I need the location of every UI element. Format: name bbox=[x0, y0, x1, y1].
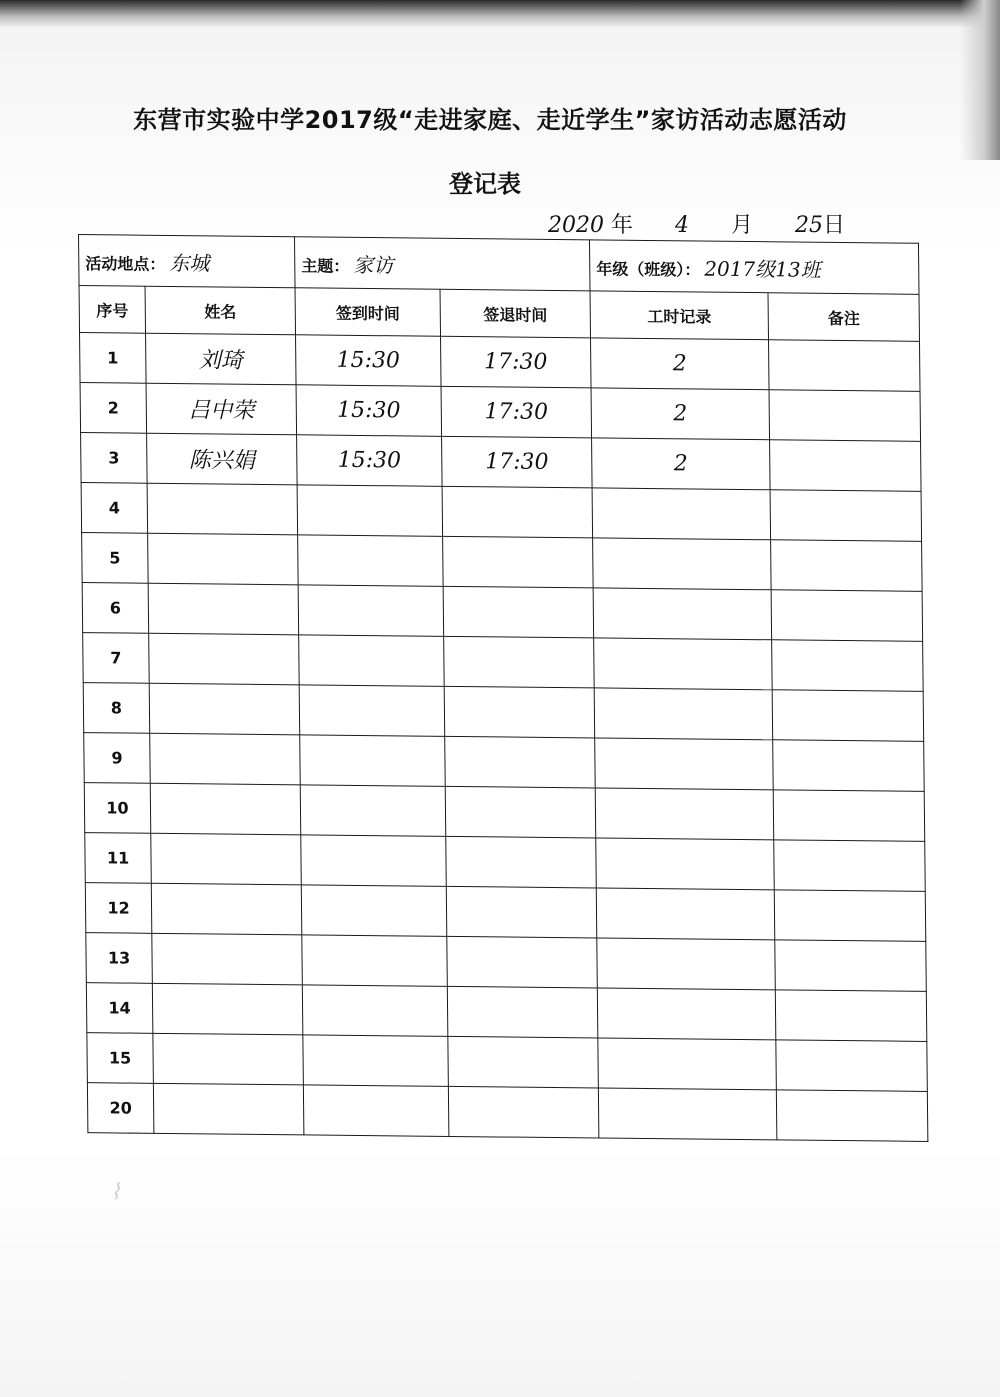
row-note bbox=[775, 990, 927, 1042]
row-number: 13 bbox=[86, 933, 153, 984]
row-sign-in bbox=[299, 685, 445, 737]
table-row bbox=[84, 783, 925, 842]
row-number: 7 bbox=[83, 633, 150, 684]
row-hours: 2 bbox=[591, 388, 770, 440]
location-label: 活动地点： bbox=[85, 253, 166, 274]
row-sign-in bbox=[299, 635, 445, 687]
row-note bbox=[776, 1090, 928, 1142]
table-row bbox=[80, 333, 921, 392]
row-sign-out bbox=[447, 936, 598, 988]
row-name bbox=[153, 1033, 304, 1085]
table-row bbox=[86, 933, 927, 992]
date-line bbox=[548, 208, 845, 239]
date-day: 25 bbox=[795, 213, 824, 238]
row-number: 1 bbox=[80, 333, 147, 384]
row-sign-out bbox=[448, 1086, 599, 1138]
row-sign-out bbox=[444, 686, 595, 738]
info-row bbox=[79, 235, 920, 295]
date-year: 2020 bbox=[548, 213, 604, 238]
row-note bbox=[772, 640, 924, 692]
row-hours bbox=[595, 738, 774, 790]
row-name bbox=[148, 533, 299, 585]
table-row bbox=[82, 583, 923, 642]
row-sign-out: 17:30 bbox=[442, 436, 593, 488]
theme-cell bbox=[295, 237, 591, 291]
row-sign-out bbox=[443, 586, 594, 638]
scan-shadow-top bbox=[0, 0, 1000, 28]
table-row bbox=[83, 633, 924, 692]
class-cell bbox=[590, 240, 920, 294]
table-row bbox=[86, 983, 927, 1042]
row-sign-in bbox=[298, 535, 444, 587]
row-note bbox=[771, 590, 923, 642]
table-row bbox=[81, 433, 922, 492]
row-name bbox=[151, 883, 302, 935]
row-number: 15 bbox=[87, 1033, 154, 1084]
row-sign-in bbox=[300, 735, 446, 787]
row-sign-out bbox=[446, 836, 597, 888]
row-number: 3 bbox=[81, 433, 148, 484]
row-number: 12 bbox=[85, 883, 152, 934]
document-subtitle: 登记表 bbox=[449, 170, 521, 198]
row-hours bbox=[597, 938, 776, 990]
row-sign-in bbox=[301, 835, 447, 887]
table-row bbox=[85, 833, 926, 892]
theme-label: 主题： bbox=[301, 255, 350, 276]
row-number: 5 bbox=[82, 533, 149, 584]
table-row bbox=[82, 533, 923, 592]
row-note bbox=[774, 840, 926, 892]
table-row bbox=[83, 683, 924, 742]
bleed-through-mark: ⌇ bbox=[110, 1180, 121, 1205]
location-cell bbox=[79, 235, 296, 288]
row-hours bbox=[598, 1038, 777, 1090]
table-row bbox=[87, 1083, 928, 1142]
row-note bbox=[769, 390, 921, 442]
table-row bbox=[81, 483, 922, 542]
row-note bbox=[776, 1040, 928, 1092]
row-name bbox=[151, 833, 302, 885]
table-row bbox=[85, 883, 926, 942]
row-number: 8 bbox=[83, 683, 150, 734]
row-number: 11 bbox=[85, 833, 152, 884]
row-name: 吕中荣 bbox=[146, 383, 297, 435]
row-sign-out: 17:30 bbox=[441, 386, 592, 438]
row-sign-out bbox=[445, 786, 596, 838]
row-name bbox=[148, 583, 299, 635]
row-sign-in: 15:30 bbox=[296, 385, 442, 437]
row-number: 2 bbox=[80, 383, 147, 434]
row-name bbox=[150, 733, 301, 785]
row-number: 14 bbox=[86, 983, 153, 1034]
col-header-no: 序号 bbox=[79, 286, 145, 334]
row-name bbox=[149, 683, 300, 735]
col-header-note: 备注 bbox=[768, 293, 919, 342]
row-name bbox=[147, 483, 298, 535]
row-note bbox=[773, 790, 925, 842]
date-year-unit: 年 bbox=[611, 213, 634, 238]
row-hours bbox=[597, 988, 776, 1040]
class-value: 2017级13班 bbox=[704, 256, 821, 282]
row-hours bbox=[595, 788, 774, 840]
date-month: 4 bbox=[675, 213, 690, 238]
row-hours bbox=[594, 688, 773, 740]
row-sign-out bbox=[448, 1036, 599, 1088]
row-name bbox=[152, 933, 303, 985]
row-hours: 2 bbox=[591, 338, 770, 390]
row-name bbox=[152, 983, 303, 1035]
document-title: 东营市实验中学2017级“走进家庭、走近学生”家访活动志愿活动 bbox=[133, 106, 847, 134]
row-note bbox=[769, 340, 921, 392]
row-hours bbox=[594, 638, 773, 690]
row-note bbox=[770, 440, 922, 492]
row-number: 10 bbox=[84, 783, 151, 834]
row-note bbox=[773, 740, 925, 792]
row-sign-in bbox=[300, 785, 446, 837]
row-sign-in bbox=[303, 1035, 449, 1087]
row-sign-in bbox=[298, 585, 444, 637]
col-header-sign-out: 签退时间 bbox=[440, 289, 590, 338]
row-number: 4 bbox=[81, 483, 148, 534]
row-note bbox=[771, 540, 923, 592]
row-sign-in bbox=[302, 985, 448, 1037]
row-hours bbox=[592, 488, 771, 540]
col-header-hours: 工时记录 bbox=[590, 291, 768, 340]
row-name bbox=[153, 1083, 304, 1135]
date-day-unit: 日 bbox=[823, 213, 846, 238]
row-sign-out bbox=[444, 636, 595, 688]
scan-shadow-right bbox=[960, 0, 1000, 160]
col-header-sign-in: 签到时间 bbox=[295, 288, 440, 337]
row-sign-in: 15:30 bbox=[296, 335, 442, 387]
row-sign-out bbox=[447, 986, 598, 1038]
location-value: 东城 bbox=[169, 250, 210, 275]
row-number: 9 bbox=[84, 733, 151, 784]
row-sign-in bbox=[297, 485, 443, 537]
registration-table bbox=[78, 234, 927, 1142]
row-sign-in bbox=[303, 1085, 449, 1137]
row-name: 刘琦 bbox=[146, 333, 297, 385]
date-month-unit: 月 bbox=[731, 213, 754, 238]
row-note bbox=[770, 490, 922, 542]
row-name bbox=[150, 783, 301, 835]
row-name bbox=[149, 633, 300, 685]
row-sign-in bbox=[301, 885, 447, 937]
row-note bbox=[774, 890, 926, 942]
row-hours: 2 bbox=[592, 438, 771, 490]
row-hours bbox=[593, 538, 772, 590]
row-note bbox=[772, 690, 924, 742]
row-hours bbox=[596, 888, 775, 940]
row-number: 6 bbox=[82, 583, 149, 634]
row-sign-out bbox=[446, 886, 597, 938]
row-note bbox=[775, 940, 927, 992]
row-number: 20 bbox=[87, 1083, 154, 1134]
row-hours bbox=[598, 1088, 777, 1140]
row-hours bbox=[596, 838, 775, 890]
row-sign-in: 15:30 bbox=[297, 435, 443, 487]
theme-value: 家访 bbox=[353, 252, 394, 277]
row-sign-in bbox=[302, 935, 448, 987]
col-header-name: 姓名 bbox=[145, 286, 295, 335]
row-sign-out bbox=[442, 486, 593, 538]
row-sign-out: 17:30 bbox=[441, 336, 592, 388]
table-row bbox=[80, 383, 921, 442]
row-hours bbox=[593, 588, 772, 640]
row-sign-out bbox=[445, 736, 596, 788]
table-row bbox=[84, 733, 925, 792]
row-name: 陈兴娟 bbox=[147, 433, 298, 485]
class-label: 年级（班级）： bbox=[596, 258, 701, 280]
row-sign-out bbox=[443, 536, 594, 588]
table-row bbox=[87, 1033, 928, 1092]
